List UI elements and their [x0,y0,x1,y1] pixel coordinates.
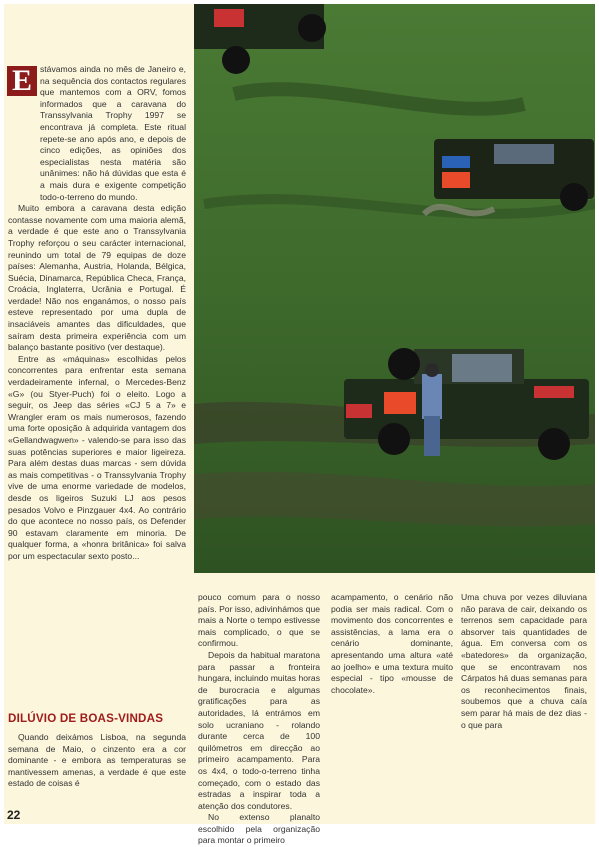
paragraph: No extenso planalto escolhido pela organização para montar o primeiro [198,812,320,846]
paragraph: Entre as «máquinas» escolhidas pelos concorrentes para enfrentar esta semana verdadeiramente infernal, o Mercedes-Benz «G» (ou Styer-Puch) foi o eleito. Logo a seguir, os Jeep das séries «CJ 5 a 7» e Wrangler eram os mais numerosos, fazendo uma forte oposição à adquirida vantagem dos «Gellandwagwen» - valendo-se para isso das suas potências superiores e maior ligeireza. Para além destas duas marcas - sem dúvida as mais competitivas - o Transsylvania Trophy vive de uma enorme variedade de modelos, desde os ligeiros Suzuki LJ aos pesos pesados Volvo e Pinzgauer 4x4. Ao contrário do que acontece no nosso país, os Defender 90 estavam claramente em minoria. De qualquer forma, a «honra britânica» foi salva por um espectacular sexto posto... [8,353,186,561]
paragraph: Uma chuva por vezes diluviana não parava de cair, deixando os terrenos sem capacidade para absorver tais quantidades de água. Em conversa com os «batedores» da organização, que se encontravam nos Cárpatos há duas semanas para os reconhecimentos finais, soubemos que a chuva caía sem parar há mais de dez dias - o que para [461,592,587,730]
paragraph: Muito embora a caravana desta edição contasse novamente com uma maioria alemã, a verdade é que este ano o Transsylvania Trophy reforçou o seu carácter internacional, reunindo um total de 79 equipas de doze países: Alemanha, Austria, Holanda, Bélgica, Suécia, Dinamarca, República Checa, França, Croácia, Inglaterra, Ucrânia e Portugal. É verdade! Não nos enganámos, o nosso país esteve representado por uma dupla de insaciáveis amantes das dificuldades, que saíram desta primeira experiência com um balanço bastante positivo (ver destaque). [8,203,186,353]
drop-cap: E [7,66,37,96]
paragraph: Quando deixámos Lisboa, na segunda semana de Maio, o cinzento era a cor dominante - e embora as temperaturas se mantivessem amenas, a verdade é que este estado de coisas é [8,732,186,789]
bottom-column-1 [198,592,320,847]
paragraph: Depois da habitual maratona para passar a fronteira hungara, incluindo muitas horas de burocracia e algumas gratificações para as autoridades, lá entrámos em solo ucraniano - rolando durante cerca de 100 quilómetros em direcção ao primeiro acampamento. Para os 4x4, o todo-o-terreno tinha começado, com o estado das estradas a inspirar toda a atenção dos condutores. [198,649,320,811]
paragraph: pouco comum para o nosso país. Por isso, adivinhámos que mais a Norte o tempo estivesse mais complicado, o que se confirmou. [198,592,320,649]
bottom-column-2-text [331,592,453,696]
photo-illustration [194,4,595,573]
bottom-column-3-text [461,592,587,731]
after-heading-text [8,732,186,790]
page-number: 22 [7,808,21,822]
left-column-text [8,64,186,563]
paragraph: acampamento, o cenário não podia ser mais radical. Com o movimento dos concorrentes e assistências, a lama era o cenário dominante, apresentando uma altura «até ao joelho» e uma textura muito especial - tipo «mousse de chocolate». [331,592,453,695]
driver-figure [422,374,442,419]
intro-paragraph: stávamos ainda no mês de Janeiro e, na sequência dos contactos regulares que mantemos com a ORV, fomos informados que a caravana do Transsylvania Trophy 1997 se encontrava já completa. Este ritual repete-se ano após ano, e depois de cinco edições, as opiniões dos especialistas nesta matéria são unânimes: não há dúvidas que esta é a mais dura e exigente competição todo-o-terreno do mundo. [40,64,186,202]
section-heading: DILÚVIO DE BOAS-VINDAS [8,712,164,725]
offroad-photo [194,4,595,573]
